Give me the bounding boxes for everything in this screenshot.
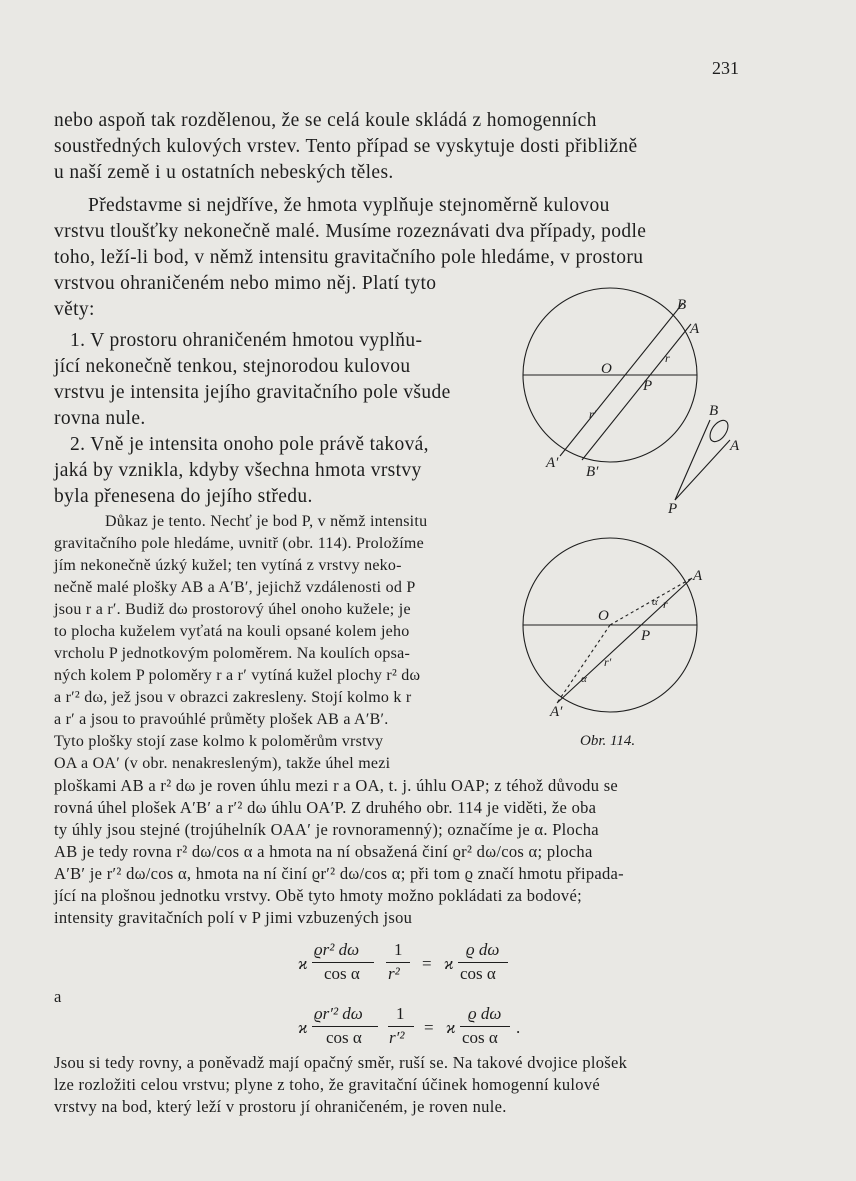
label-top-r-prime: r′ — [589, 407, 597, 421]
proof-wide-line6: jící na plošnou jednotku vrstvy. Obě tyto hmoty možno pokládati za bodové; — [54, 886, 582, 905]
cone-cap-ellipse — [706, 417, 731, 445]
eq2-num1: ϱr′² dω — [314, 1004, 363, 1023]
cone-line-2 — [675, 440, 730, 500]
label-bottom-alpha2: α — [581, 673, 587, 685]
theorem2-line1: 2. Vně je intensita onoho pole právě taková, — [70, 434, 429, 455]
proof-wide-line3: ty úhly jsou stejné (trojúhelník OAA′ je rovnoramenný); označíme je α. Plocha — [54, 820, 599, 839]
page-number: 231 — [712, 58, 739, 78]
proof-line4: nečně malé plošky AB a A′B′, jejichž vzdálenosti od P — [54, 579, 416, 596]
label-bottom-A: A — [693, 568, 703, 584]
para1-line1: nebo aspoň tak rozdělenou, že se celá koule skládá z homogenních — [54, 110, 597, 131]
label-top-B: B — [677, 297, 687, 313]
para1-line2: soustředných kulových vrstev. Tento případ se vyskytuje dosti přibližně — [54, 136, 638, 157]
label-top-O: O — [601, 361, 612, 377]
conclusion-line3: vrstvy na bod, který leží v prostoru jí ohraničeném, je roven nule. — [54, 1097, 507, 1116]
connector-a: a — [54, 987, 62, 1006]
label-bottom-O: O — [598, 608, 609, 624]
proof-line12: OA a OA′ (v obr. nenakresleným), takže úhel mezi — [54, 755, 391, 772]
theorem1-line4: rovna nule. — [54, 408, 146, 429]
proof-line9: a r′² dω, jež jsou v obrazci zakresleny. Stojí kolmo k r — [54, 689, 412, 706]
eq1-kappa2: ϰ — [444, 954, 454, 973]
proof-line3: jím nekonečně úzký kužel; ten vytíná z vrstvy neko- — [54, 557, 402, 574]
proof-wide-line2: rovná úhel plošek A′B′ a r′² dω úhlu OA′P. Z druhého obr. 114 je viděti, že oba — [54, 798, 597, 817]
cone-line-1 — [675, 420, 710, 500]
proof-line1: Důkaz je tento. Nechť je bod P, v němž intensitu — [105, 513, 428, 530]
eq1-num2: 1 — [394, 940, 403, 959]
theorem2-line3: byla přenesena do jejího středu. — [54, 486, 313, 507]
para2-line3: toho, leží-li bod, v němž intensitu gravitačního pole hledáme, v prostoru — [54, 247, 644, 268]
bottom-chord-line — [557, 578, 692, 703]
label-cone-P: P — [668, 501, 678, 517]
proof-wide-line4: AB je tedy rovna r² dω/cos α a hmota na ní obsažená činí ϱr² dω/cos α; plocha — [54, 842, 593, 861]
label-bottom-alpha: α — [652, 596, 658, 608]
proof-wide-line7: intensity gravitačních polí v P jimi vzbuzených jsou — [54, 908, 413, 927]
para2-line1: Představme si nejdříve, že hmota vyplňuje stejnoměrně kulovou — [88, 195, 610, 216]
para1-line3: u naší země i u ostatních nebeských těles. — [54, 162, 394, 183]
proof-line11: Tyto plošky stojí zase kolmo k poloměrům vrstvy — [54, 733, 384, 750]
proof-line6: to plocha kuželem vyťatá na kouli opsané kolem jeho — [54, 623, 410, 640]
theorem1-line1: 1. V prostoru ohraničeném hmotou vyplňu- — [70, 330, 423, 351]
label-top-A-prime: A′ — [546, 455, 559, 471]
eq1-den3: cos α — [460, 964, 496, 983]
theorem2-line2: jaká by vznikla, kdyby všechna hmota vrstvy — [54, 460, 422, 481]
label-top-B-prime: B′ — [586, 464, 599, 480]
figure-caption: Obr. 114. — [580, 733, 636, 749]
eq2-equals: = — [424, 1018, 434, 1037]
para2-line2: vrstvu tloušťky nekonečně malé. Musíme rozeznávati dva případy, podle — [54, 221, 647, 242]
eq1-kappa: ϰ — [298, 954, 308, 973]
conclusion-line2: lze rozložiti celou vrstvu; plyne z toho, že gravitační účinek homogenní kulové — [54, 1075, 601, 1094]
label-cone-B: B — [709, 403, 719, 419]
eq1-equals: = — [422, 954, 432, 973]
label-bottom-P: P — [641, 628, 651, 644]
label-bottom-r-prime: r′ — [604, 655, 612, 669]
eq2-period: . — [516, 1018, 521, 1037]
bottom-radius-OA-prime — [557, 625, 610, 703]
label-cone-A: A — [730, 438, 740, 454]
eq1-num1: ϱr² dω — [314, 940, 360, 959]
label-top-A: A — [690, 321, 700, 337]
label-top-r: r — [665, 351, 670, 365]
eq2-den3: cos α — [462, 1028, 498, 1047]
theorem1-line3: vrstvu je intensita jejího gravitačního pole všude — [54, 382, 451, 403]
theorem1-line2: jící nekonečně tenkou, stejnorodou kulovou — [54, 356, 411, 377]
eq1-den2: r² — [388, 964, 400, 983]
eq2-den1: cos α — [326, 1028, 362, 1047]
label-bottom-r: r — [663, 597, 668, 611]
proof-wide-line1: ploškami AB a r² dω je roven úhlu mezi r a OA, t. j. úhlu OAP; z téhož důvodu se — [54, 776, 619, 795]
proof-line8: ných kolem P poloměry r a r′ vytíná kužel plochy r² dω — [54, 667, 421, 684]
proof-line5: jsou r a r′. Budiž dω prostorový úhel onoho kužele; je — [54, 601, 411, 618]
proof-wide-line5: A′B′ je r′² dω/cos α, hmota na ní činí ϱr′² dω/cos α; při tom ϱ značí hmotu připada- — [54, 864, 624, 883]
para2-line4: vrstvou ohraničeném nebo mimo něj. Platí tyto — [54, 273, 437, 294]
para2-line5: věty: — [54, 299, 95, 320]
eq2-kappa: ϰ — [298, 1018, 308, 1037]
conclusion-line1: Jsou si tedy rovny, a poněvadž mají opačný směr, ruší se. Na takové dvojice plošek — [54, 1053, 628, 1072]
eq2-num3: ϱ dω — [468, 1004, 502, 1023]
eq2-num2: 1 — [396, 1004, 405, 1023]
eq2-den2: r′² — [389, 1028, 405, 1047]
proof-line7: vrcholu P jednotkovým poloměrem. Na koulích opsa- — [54, 645, 411, 662]
top-cone-line-2 — [582, 324, 691, 460]
label-bottom-A-prime: A′ — [550, 704, 563, 720]
label-top-P: P — [643, 378, 653, 394]
eq1-den1: cos α — [324, 964, 360, 983]
proof-line10: a r′ a jsou to pravoúhlé průměty plošek AB a A′B′. — [54, 711, 389, 728]
top-cone-line-1 — [560, 303, 683, 456]
eq2-kappa2: ϰ — [446, 1018, 456, 1037]
bottom-radius-OA — [610, 578, 692, 625]
eq1-num3: ϱ dω — [466, 940, 500, 959]
proof-line2: gravitačního pole hledáme, uvnitř (obr. 114). Proložíme — [54, 535, 424, 552]
